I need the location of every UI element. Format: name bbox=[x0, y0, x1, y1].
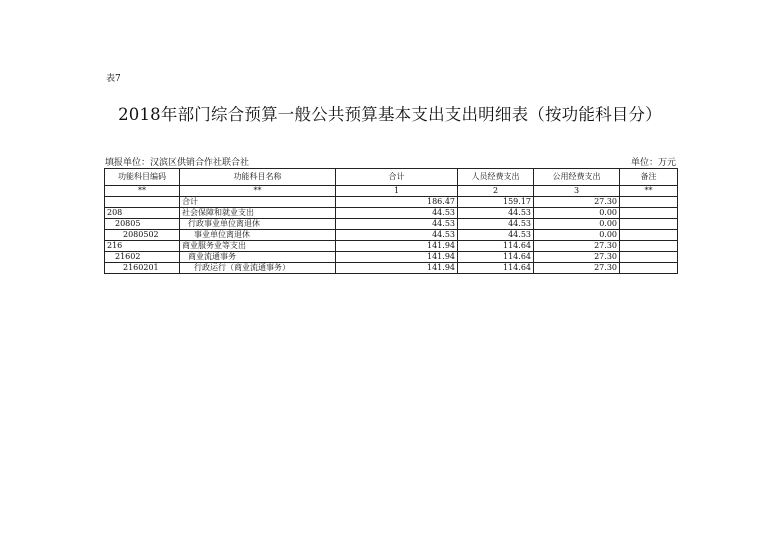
header-note: 备注 bbox=[620, 169, 678, 186]
table-row bbox=[105, 219, 678, 230]
header-code: 功能科目编码 bbox=[105, 169, 180, 186]
total-cell: 141.94 bbox=[336, 252, 458, 263]
name-cell: 事业单位离退休 bbox=[180, 230, 336, 241]
header-personnel: 人员经费支出 bbox=[458, 169, 534, 186]
table-row bbox=[105, 241, 678, 252]
table-row bbox=[105, 208, 678, 219]
note-cell bbox=[620, 252, 678, 263]
code-cell: 21602 bbox=[105, 252, 180, 263]
fill-unit-label: 填报单位：汉滨区供销合作社联合社 bbox=[105, 158, 250, 168]
code-cell bbox=[105, 197, 180, 208]
note-cell bbox=[620, 241, 678, 252]
code-cell: 2080502 bbox=[105, 230, 180, 241]
public-cell: 0.00 bbox=[534, 208, 620, 219]
public-cell: 0.00 bbox=[534, 230, 620, 241]
table-row bbox=[105, 197, 678, 208]
total-cell: 186.47 bbox=[336, 197, 458, 208]
public-cell: 27.30 bbox=[534, 263, 620, 274]
table-row bbox=[105, 252, 678, 263]
index-cell: ** bbox=[180, 186, 336, 197]
header-public: 公用经费支出 bbox=[534, 169, 620, 186]
total-cell: 141.94 bbox=[336, 263, 458, 274]
table-row bbox=[105, 230, 678, 241]
total-cell: 44.53 bbox=[336, 230, 458, 241]
name-cell: 社会保障和就业支出 bbox=[180, 208, 336, 219]
name-cell: 商业服务业等支出 bbox=[180, 241, 336, 252]
personnel-cell: 44.53 bbox=[458, 219, 534, 230]
note-cell bbox=[620, 230, 678, 241]
note-cell bbox=[620, 208, 678, 219]
index-row bbox=[105, 186, 678, 197]
personnel-cell: 114.64 bbox=[458, 241, 534, 252]
code-cell: 208 bbox=[105, 208, 180, 219]
code-cell: 216 bbox=[105, 241, 180, 252]
personnel-cell: 114.64 bbox=[458, 263, 534, 274]
expenditure-table bbox=[104, 168, 678, 274]
personnel-cell: 44.53 bbox=[458, 230, 534, 241]
total-cell: 141.94 bbox=[336, 241, 458, 252]
page-title: 2018年部门综合预算一般公共预算基本支出支出明细表（按功能科目分） bbox=[118, 105, 662, 124]
public-cell: 27.30 bbox=[534, 197, 620, 208]
code-cell: 20805 bbox=[105, 219, 180, 230]
header-total: 合计 bbox=[336, 169, 458, 186]
code-cell: 2160201 bbox=[105, 263, 180, 274]
name-cell: 行政运行（商业流通事务） bbox=[180, 263, 336, 274]
table-number: 表7 bbox=[106, 74, 121, 84]
note-cell bbox=[620, 219, 678, 230]
note-cell bbox=[620, 263, 678, 274]
personnel-cell: 114.64 bbox=[458, 252, 534, 263]
public-cell: 27.30 bbox=[534, 241, 620, 252]
note-cell bbox=[620, 197, 678, 208]
name-cell: 商业流通事务 bbox=[180, 252, 336, 263]
index-cell: 2 bbox=[458, 186, 534, 197]
total-cell: 44.53 bbox=[336, 208, 458, 219]
name-cell: 合计 bbox=[180, 197, 336, 208]
currency-unit-label: 单位：万元 bbox=[630, 158, 676, 168]
table-row bbox=[105, 263, 678, 274]
personnel-cell: 159.17 bbox=[458, 197, 534, 208]
public-cell: 27.30 bbox=[534, 252, 620, 263]
table-header-row bbox=[105, 169, 678, 186]
index-cell: 1 bbox=[336, 186, 458, 197]
header-name: 功能科目名称 bbox=[180, 169, 336, 186]
public-cell: 0.00 bbox=[534, 219, 620, 230]
index-cell: 3 bbox=[534, 186, 620, 197]
name-cell: 行政事业单位离退休 bbox=[180, 219, 336, 230]
index-cell: ** bbox=[105, 186, 180, 197]
index-cell: ** bbox=[620, 186, 678, 197]
personnel-cell: 44.53 bbox=[458, 208, 534, 219]
total-cell: 44.53 bbox=[336, 219, 458, 230]
